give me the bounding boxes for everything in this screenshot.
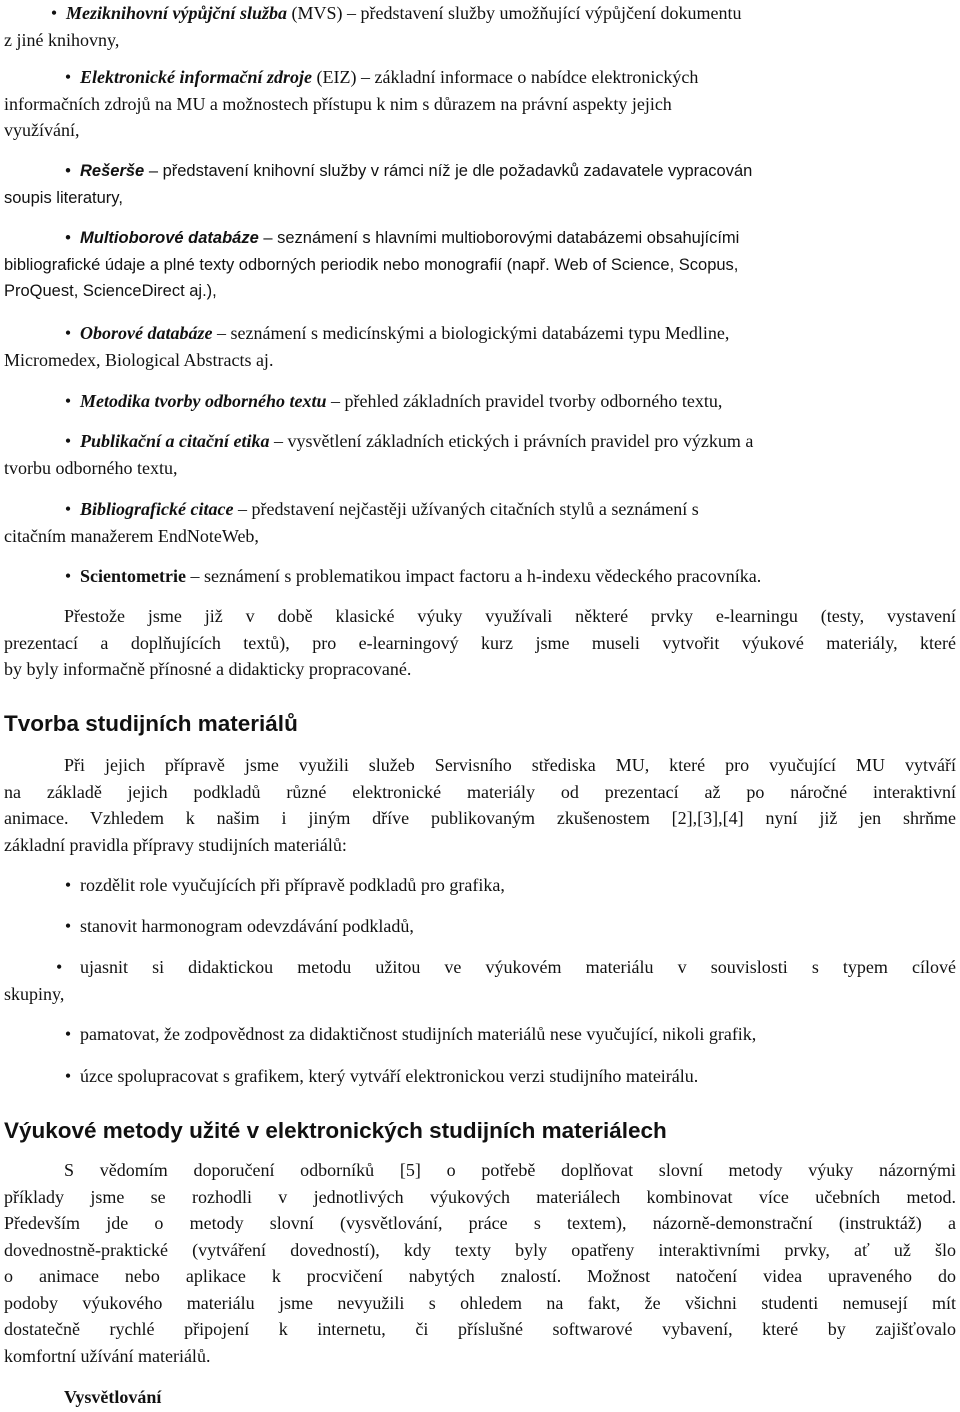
bullet-icon: • <box>64 1066 72 1086</box>
bullet-icon: • <box>65 162 71 180</box>
list-item-role: • rozdělit role vyučujících při přípravě podkladů pro grafika, <box>4 872 956 899</box>
bullet-icon: • <box>64 431 72 451</box>
list-item-harmonogram: • stanovit harmonogram odevzdávání podkladů, <box>4 913 956 940</box>
bullet-icon: • <box>64 916 72 936</box>
list-item-citace: • Bibliografické citace – představení nejčastěji užívaných citačních stylů a seznámení s citačním manažerem EndNoteWeb, <box>4 496 956 549</box>
list-item-metoda: • ujasnit si didaktickou metodu užitou ve výukovém materiálu v souvislosti s typem cílové skupiny, <box>4 954 956 1007</box>
list-item-metodika: • Metodika tvorby odborného textu – přehled základních pravidel tvorby odborného textu, <box>4 388 956 415</box>
list-item-spoluprace: • úzce spolupracovat s grafikem, který vytváří elektronickou verzi studijního mateirálu. <box>4 1063 956 1090</box>
section1-paragraph: Při jejich přípravě jsme využili služeb Servisního střediska MU, které pro vyučující MU vytváří na základě jejich podkladů různé elektronické materiály od prezentací až po náročné interaktivní animace. Vzhledem k našim i jiným dříve publikovaným zkušenostem [2],[3],[4] nyní již jen shrňme základní pravidla přípravy studijních materiálů: <box>4 755 956 855</box>
list-item-term: Bibliografické citace <box>80 499 234 519</box>
list-item-term: Oborové databáze <box>80 323 213 343</box>
bullet-icon: • <box>50 3 58 23</box>
bullet-icon: • <box>56 957 63 977</box>
bullet-icon: • <box>64 67 72 87</box>
bullet-icon: • <box>64 499 72 519</box>
list-item-term: Publikační a citační etika <box>80 431 270 451</box>
bullet-icon: • <box>64 875 72 895</box>
list-item-multioborove: • Multioborové databáze – seznámení s hlavními multioborovými databázemi obsahujícími bibliografické údaje a plné texty odborných periodik nebo monografií (např. Web of Science, Scopus, ProQuest, ScienceDirect aj.), <box>4 225 956 305</box>
list-item-scientometrie: • Scientometrie – seznámení s problematikou impact factoru a h-indexu vědeckého pracovníka. <box>4 563 956 590</box>
bullet-icon: • <box>64 566 72 586</box>
list-item-mvs: • Meziknihovní výpůjční služba (MVS) – představení služby umožňující výpůjčení dokumentu z jiné knihovny, <box>4 0 956 53</box>
subheading-vysvetlovani: Vysvětlování <box>64 1387 162 1407</box>
list-item-eiz: • Elektronické informační zdroje (EIZ) – základní informace o nabídce elektronických informačních zdrojů na MU a možnostech přístupu k nim s důrazem na právní aspekty jejich využívání, <box>4 64 956 144</box>
list-item-term: Elektronické informační zdroje <box>80 67 313 87</box>
list-item-oborove: • Oborové databáze – seznámení s medicínskými a biologickými databázemi typu Medline, Micromedex, Biological Abstracts aj. <box>4 320 956 373</box>
list-item-term: Meziknihovní výpůjční služba <box>66 3 288 23</box>
list-item-reserse: • Rešerše – představení knihovní služby v rámci níž je dle požadavků zadavatele vypracován soupis literatury, <box>4 158 956 211</box>
bullet-icon: • <box>64 1024 72 1044</box>
list-item-term: Metodika tvorby odborného textu <box>80 391 327 411</box>
list-item-etika: • Publikační a citační etika – vysvětlení základních etických i právních pravidel pro výzkum a tvorbu odborného textu, <box>4 428 956 481</box>
list-item-term: Multioborové databáze <box>80 229 259 247</box>
list-item-term: Rešerše <box>80 162 145 180</box>
list-item-term: Scientometrie <box>80 566 186 586</box>
bullet-icon: • <box>64 391 72 411</box>
list-item-zodpovednost: • pamatovat, že zodpovědnost za didaktičnost studijních materiálů nese vyučující, nikoli grafik, <box>4 1021 956 1048</box>
section-heading-metody: Výukové metody užité v elektronických studijních materiálech <box>4 1118 667 1143</box>
section2-paragraph: S vědomím doporučení odborníků [5] o potřebě doplňovat slovní metody výuky názornými příklady jsme se rozhodli v jednotlivých výukových materiálech kombinovat více učebních metod. Především jde o metody slovní (vysvětlování, práce s textem), názorně-demonstrační (instruktáž) a dovednostně-praktické (vytváření dovedností), kdy texty byly opatřeny interaktivními prvky, ať už šlo o animace nebo aplikace k procvičení nabytých znalostí. Možnost natočení videa upraveného do podoby výukového materiálu jsme nevyužili s ohledem na fakt, že všichni studenti nemusejí mít dostatečně rychlé připojení k internetu, či příslušné softwarové vybavení, které by zajišťovalo komfortní užívání materiálů. <box>4 1160 956 1366</box>
section-heading-tvorba: Tvorba studijních materiálů <box>4 711 298 736</box>
intro-paragraph: Přestože jsme již v době klasické výuky využívali některé prvky e-learningu (testy, vystavení prezentací a doplňujících textů), pro e-learningový kurz jsme museli vytvořit výukové materiály, které by byly informačně přínosné a didakticky propracované. <box>4 606 956 679</box>
bullet-icon: • <box>64 323 72 343</box>
bullet-icon: • <box>65 229 71 247</box>
